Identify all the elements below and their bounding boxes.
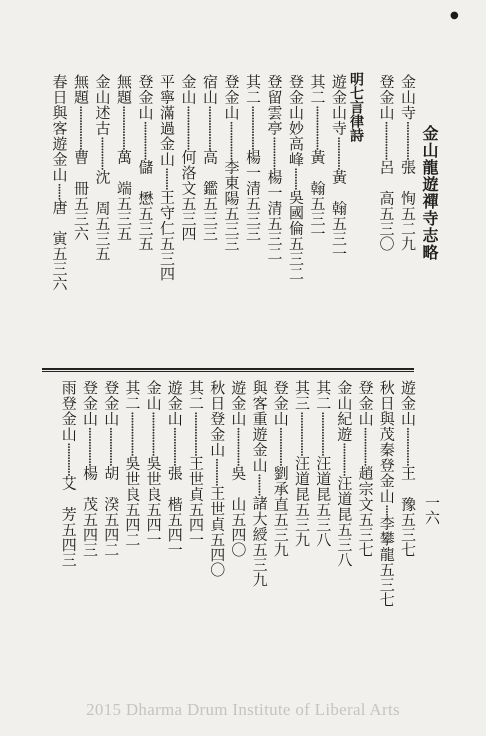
toc-entry-author: 吳世良 <box>123 455 142 502</box>
toc-entry <box>93 74 113 261</box>
toc-entry-page: 五四三 <box>59 521 78 567</box>
toc-entry <box>59 380 79 567</box>
toc-entry <box>243 74 263 241</box>
toc-entry-title: 秋日與茂秦登金山 <box>377 380 396 504</box>
toc-entry-author: 胡 湀 <box>102 465 121 512</box>
toc-entry-page: 五三八 <box>314 501 333 547</box>
toc-entry-title: 與客重遊金山 <box>250 380 269 473</box>
leader-dots: ············ <box>265 136 284 170</box>
toc-entry-author: 張 恂 <box>399 159 417 206</box>
toc-entry-author: 楊一清 <box>244 149 262 196</box>
toc-entry-page: 五四三 <box>81 511 99 557</box>
toc-entry-title: 其二 <box>244 74 262 105</box>
toc-entry-author: 楊 茂 <box>81 465 99 512</box>
toc-entry <box>207 380 227 577</box>
toc-entry-title: 遊金山 <box>229 380 248 427</box>
toc-entry-author: 黃 翰 <box>330 169 348 216</box>
toc-entry-title: 登金山妙高峰 <box>287 74 305 167</box>
toc-entry-title: 登金山 <box>81 380 99 427</box>
toc-entry-author: 楊一清 <box>265 169 284 216</box>
leader-dots: ················ <box>115 105 133 150</box>
leader-dots: ·············· <box>81 426 99 466</box>
toc-entry <box>144 380 164 547</box>
toc-entry <box>313 380 333 547</box>
toc-entry-title: 其二 <box>187 380 205 411</box>
leader-dots: ············ <box>335 442 354 476</box>
toc-entry-page: 五三一 <box>308 195 327 241</box>
toc-entry <box>179 74 199 241</box>
toc-entry-title: 平寧滿過金山 <box>158 74 176 167</box>
toc-entry-author: 王世貞 <box>208 485 227 532</box>
toc-entry-author: 吳 山 <box>229 465 248 512</box>
divider-rule-thin <box>42 371 414 372</box>
toc-entry-author: 李攀龍 <box>377 515 396 562</box>
toc-entry-title: 登金山 <box>377 74 396 121</box>
toc-entry-page: 五三一 <box>330 215 348 261</box>
leader-dots: ················ <box>293 411 311 456</box>
leader-dots: ·············· <box>165 426 184 466</box>
toc-entry <box>377 74 397 251</box>
leader-dots: ·············· <box>222 120 241 160</box>
toc-entry <box>136 74 156 251</box>
toc-entry-title: 金山紀遊 <box>335 380 354 442</box>
toc-entry-page: 五四一 <box>144 501 163 547</box>
toc-entry-author: 呂 高 <box>377 159 396 206</box>
toc-entry-title: 秋日登金山 <box>208 380 227 458</box>
toc-entry-author: 曹 冊 <box>72 149 90 196</box>
toc-entry-title: 金山寺 <box>399 74 417 121</box>
toc-entry-title: 登金山 <box>136 74 155 121</box>
toc-entry <box>122 380 142 547</box>
page-number: 一六 <box>423 495 441 525</box>
corner-mark: ● <box>450 10 459 21</box>
toc-entry-title: 金山 <box>144 380 163 411</box>
toc-entry-title: 遊金山 <box>165 380 184 427</box>
leader-dots: ················ <box>314 411 333 456</box>
toc-entry <box>114 74 134 241</box>
leader-dots: ················ <box>187 411 205 456</box>
toc-entry-page: 五三六 <box>72 195 90 241</box>
toc-entry-page: 五三七 <box>377 561 396 607</box>
toc-entry <box>398 380 418 557</box>
toc-entry-author: 沈 周 <box>93 169 112 216</box>
toc-entry <box>200 74 220 241</box>
leader-dots: ·············· <box>399 426 417 466</box>
toc-entry-title: 登金山 <box>102 380 121 427</box>
toc-entry-page: 五三三 <box>201 195 219 241</box>
toc-entry-page: 五二九 <box>399 205 417 251</box>
toc-entry <box>292 380 312 547</box>
leader-dots: ·············· <box>271 426 290 466</box>
leader-dots: ···· <box>377 504 396 516</box>
leader-dots: ················ <box>308 105 327 150</box>
toc-entry <box>286 74 306 281</box>
toc-entry-title: 春日與客遊金山 <box>50 74 69 183</box>
toc-entry-title: 登金山 <box>222 74 241 121</box>
toc-entry <box>377 380 397 607</box>
toc-entry-title: 宿山 <box>201 74 219 105</box>
leader-dots: ········ <box>250 473 269 496</box>
section-heading: 明七言律詩 <box>348 72 364 142</box>
toc-entry-title: 金山 <box>179 74 198 105</box>
toc-entry-page: 五三二 <box>265 215 284 261</box>
book-title: 金山龍遊禪寺志略 <box>420 125 439 261</box>
toc-entry-author: 張 楷 <box>165 465 184 512</box>
toc-entry-author: 儲 懋 <box>136 159 155 206</box>
toc-entry-page: 五四一 <box>165 511 184 557</box>
toc-entry-page: 五三三 <box>244 195 262 241</box>
toc-entry-page: 五三六 <box>50 245 69 291</box>
toc-entry-author: 吳世良 <box>144 455 163 502</box>
leader-dots: ················ <box>244 105 262 150</box>
leader-dots: ················ <box>179 105 198 150</box>
leader-dots: ················ <box>144 411 163 456</box>
toc-entry-page: 五三五 <box>93 215 112 261</box>
toc-entry-page: 五三七 <box>356 511 375 557</box>
toc-entry-title: 其二 <box>314 380 333 411</box>
toc-entry-title: 其二 <box>308 74 327 105</box>
leader-dots: ·············· <box>102 426 121 466</box>
toc-entry-page: 五三五 <box>136 205 155 251</box>
toc-entry-author: 萬 端 <box>115 149 133 196</box>
toc-entry-author: 唐 寅 <box>50 199 69 246</box>
toc-entry-title: 其三 <box>293 380 311 411</box>
toc-entry-page: 五三八 <box>335 521 354 567</box>
toc-entry <box>334 380 354 567</box>
toc-entry <box>356 380 376 557</box>
leader-dots: ·············· <box>399 120 417 160</box>
toc-entry <box>80 380 100 557</box>
toc-entry-author: 汪道昆 <box>335 475 354 522</box>
toc-entry-author: 劉承直 <box>271 465 290 512</box>
toc-entry-title: 其二 <box>123 380 142 411</box>
toc-entry-page: 五三〇 <box>377 205 396 251</box>
leader-dots: ······ <box>50 182 69 200</box>
toc-entry <box>265 74 285 261</box>
toc-entry <box>250 380 270 587</box>
toc-entry-author: 吳國倫 <box>287 189 305 236</box>
toc-entry <box>157 74 177 281</box>
toc-entry <box>165 380 185 557</box>
toc-entry-author: 王守仁 <box>158 189 176 236</box>
leader-dots: ·········· <box>208 457 227 486</box>
toc-entry-page: 五四〇 <box>229 511 248 557</box>
leader-dots: ·············· <box>356 426 375 466</box>
divider-rule <box>42 368 414 370</box>
toc-entry <box>329 74 349 261</box>
toc-entry-page: 五三九 <box>271 511 290 557</box>
toc-entry-author: 汪道昆 <box>293 455 311 502</box>
toc-entry-title: 金山述古 <box>93 74 112 136</box>
toc-entry-page: 五三四 <box>179 195 198 241</box>
toc-entry-page: 五三三 <box>222 205 241 251</box>
toc-entry-page: 五三五 <box>115 195 133 241</box>
toc-entry <box>398 74 418 251</box>
toc-entry-page: 五三二 <box>287 235 305 281</box>
toc-entry-page: 五三四 <box>158 235 176 281</box>
leader-dots: ·············· <box>229 426 248 466</box>
toc-entry-page: 五四〇 <box>208 531 227 577</box>
toc-entry-author: 諸大綬 <box>250 495 269 542</box>
toc-entry <box>308 74 328 241</box>
toc-entry-page: 五三九 <box>293 501 311 547</box>
toc-entry-author: 李東陽 <box>222 159 241 206</box>
toc-entry-author: 高 鑑 <box>201 149 219 196</box>
toc-entry <box>228 380 248 557</box>
toc-entry-author: 王 豫 <box>399 465 417 512</box>
toc-entry-author: 黃 翰 <box>308 149 327 196</box>
toc-entry <box>222 74 242 251</box>
toc-entry-title: 登留雲亭 <box>265 74 284 136</box>
leader-dots: ············ <box>330 136 348 170</box>
toc-entry-page: 五三七 <box>399 511 417 557</box>
toc-entry-page: 五三九 <box>250 541 269 587</box>
toc-entry-title: 遊金山 <box>399 380 417 427</box>
toc-entry-author: 艾 芳 <box>59 475 78 522</box>
toc-entry-author: 王世貞 <box>187 455 205 502</box>
toc-entry-author: 何洛文 <box>179 149 198 196</box>
leader-dots: ········ <box>287 167 305 190</box>
toc-entry <box>71 74 91 241</box>
toc-entry-title: 無題 <box>72 74 90 105</box>
leader-dots: ·············· <box>377 120 396 160</box>
toc-entry-author: 趙宗文 <box>356 465 375 512</box>
toc-entry <box>186 380 206 547</box>
toc-entry-title: 登金山 <box>356 380 375 427</box>
toc-entry-title: 遊金山寺 <box>330 74 348 136</box>
toc-entry-page: 五四二 <box>102 511 121 557</box>
toc-entry <box>50 74 70 291</box>
toc-entry <box>271 380 291 557</box>
toc-entry-page: 五四二 <box>123 501 142 547</box>
toc-entry-title: 雨登金山 <box>59 380 78 442</box>
toc-entry-page: 五四一 <box>187 501 205 547</box>
leader-dots: ················ <box>201 105 219 150</box>
toc-entry-title: 登金山 <box>271 380 290 427</box>
leader-dots: ············ <box>93 136 112 170</box>
toc-entry <box>101 380 121 557</box>
watermark-footer: 2015 Dharma Drum Institute of Liberal Arts <box>86 700 400 719</box>
leader-dots: ········ <box>158 167 176 190</box>
toc-entry-title: 無題 <box>115 74 133 105</box>
leader-dots: ················ <box>123 411 142 456</box>
leader-dots: ················ <box>72 105 90 150</box>
leader-dots: ············ <box>59 442 78 476</box>
leader-dots: ·············· <box>136 120 155 160</box>
toc-entry-author: 汪道昆 <box>314 455 333 502</box>
